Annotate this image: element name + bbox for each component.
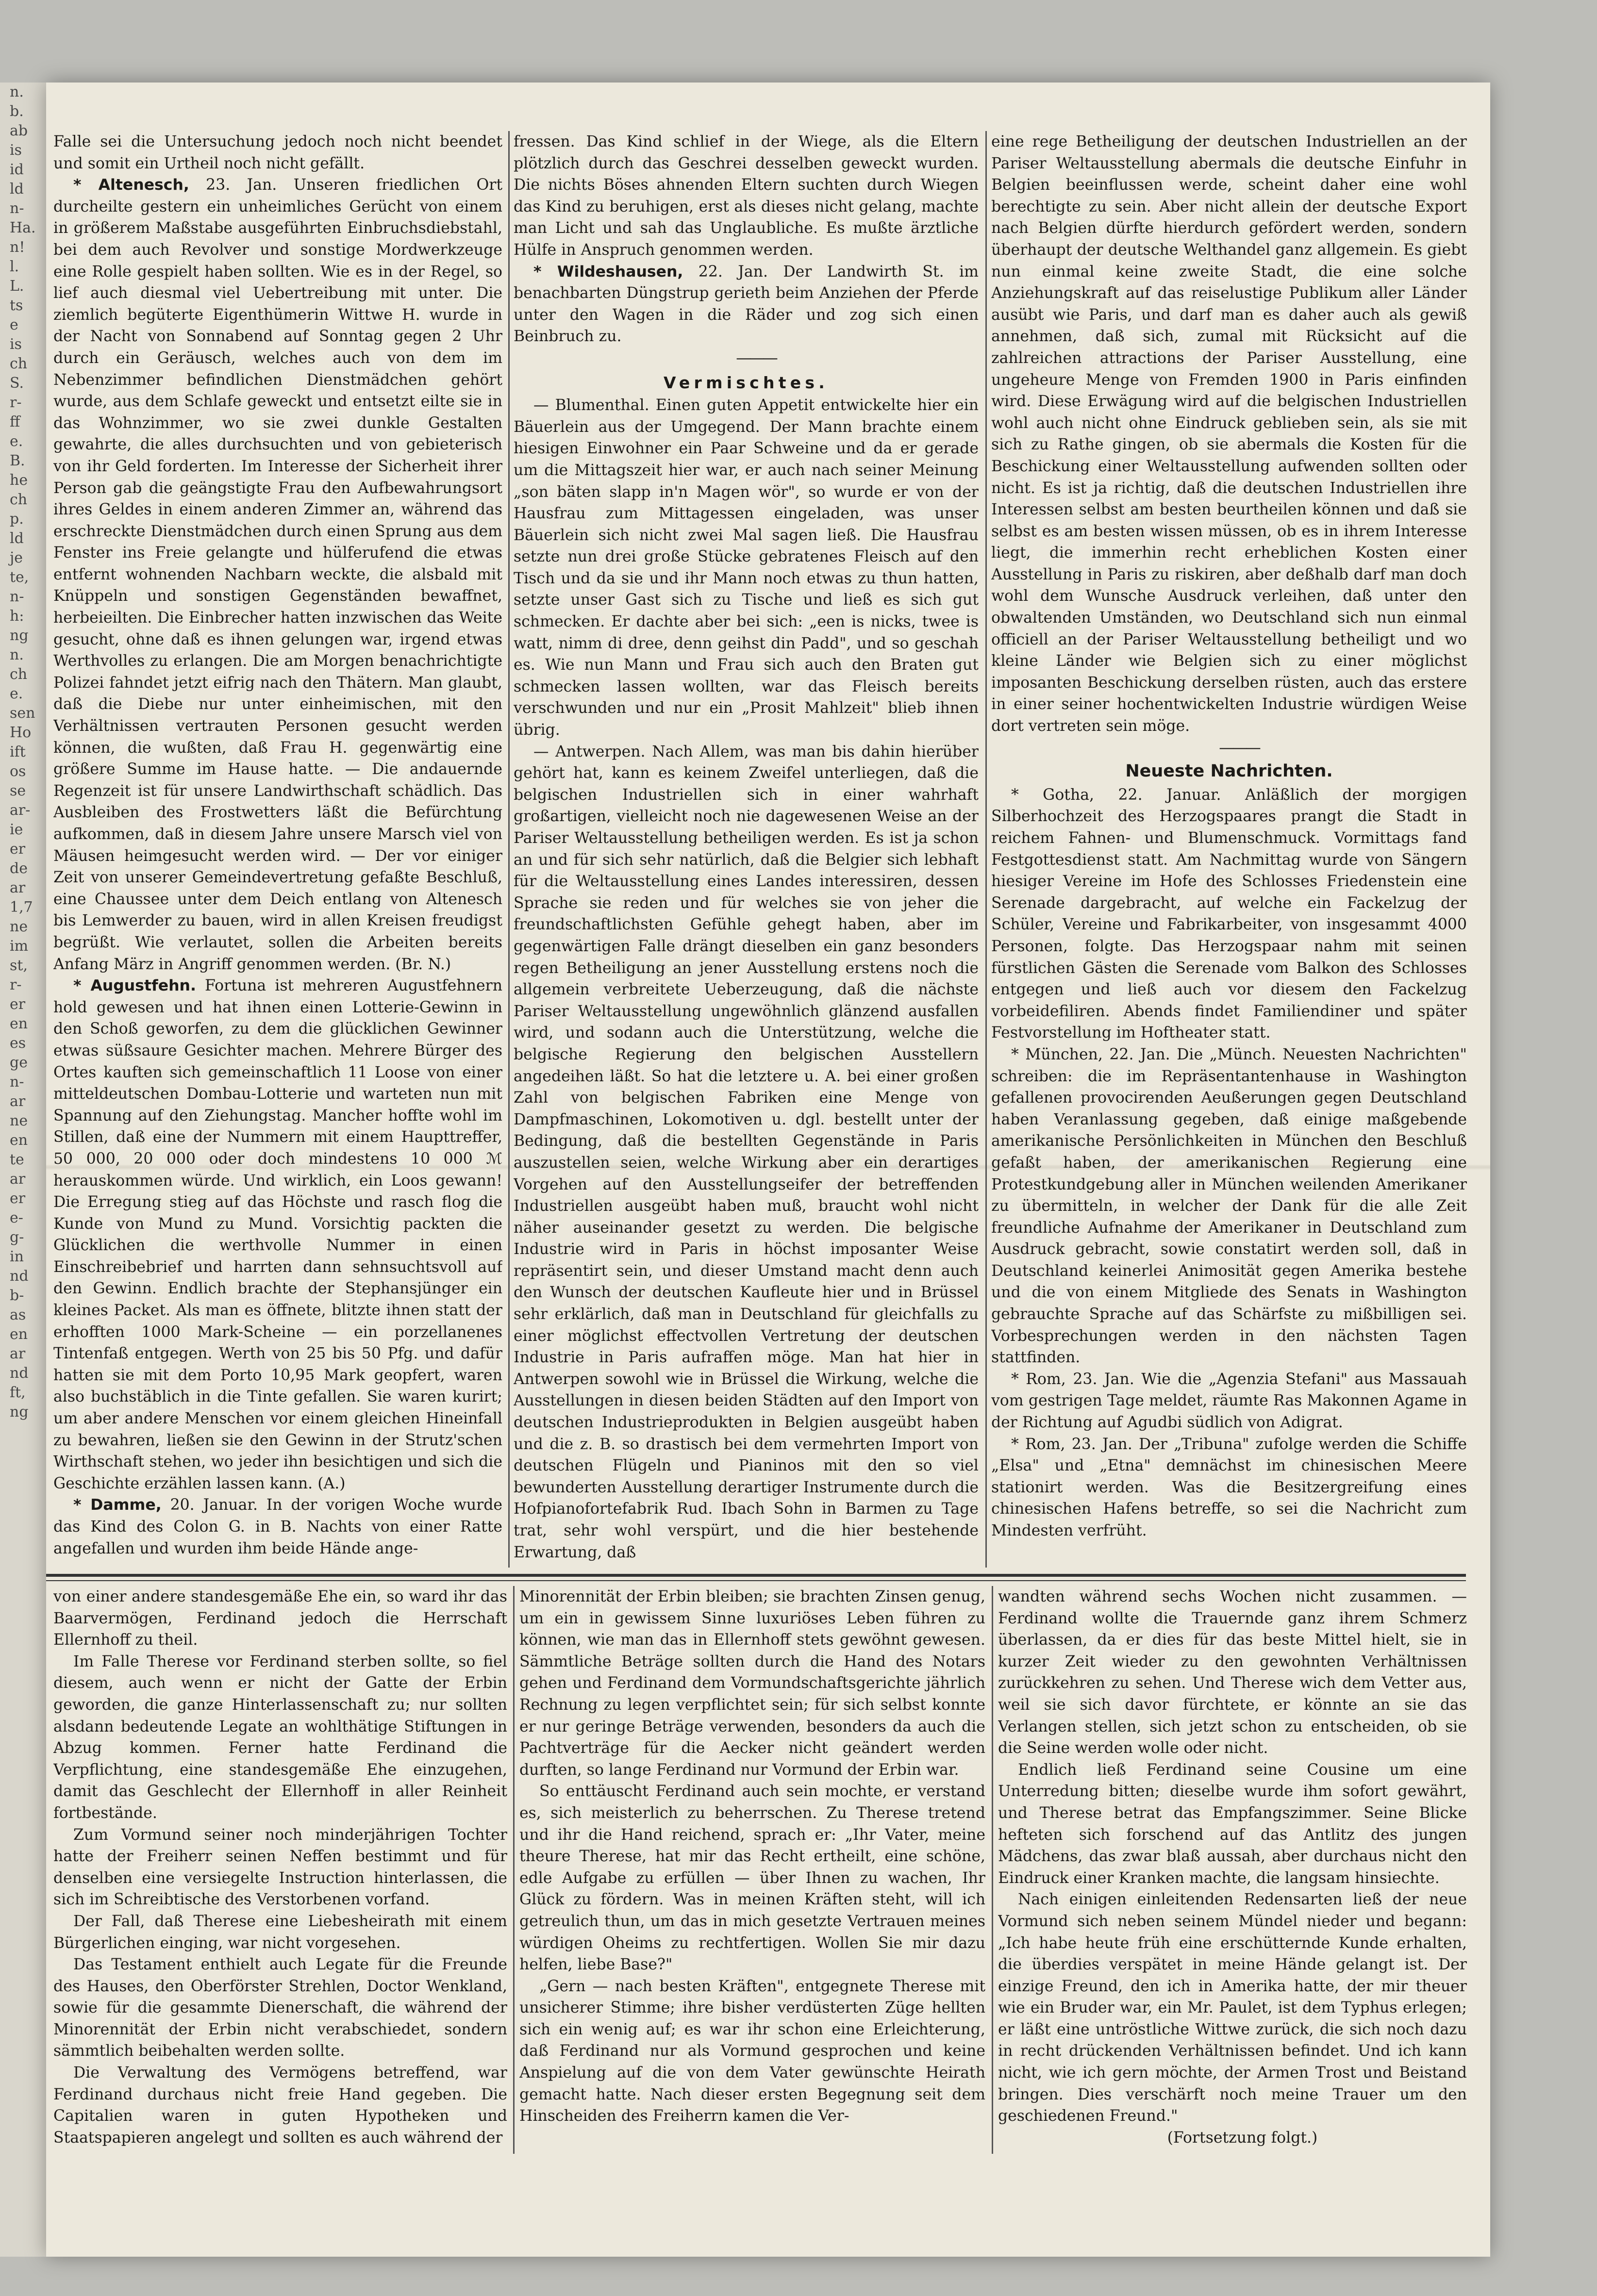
separator-dash [514, 347, 979, 369]
margin-fragment: is [10, 336, 22, 353]
paragraph-text: 20. Januar. In der vorigen Woche wurde das Kind des Colon G. in B. Nachts von einer Ratte angefallen und wurden ihm beide Hände ange- [53, 1496, 502, 1557]
margin-fragment: n- [10, 1074, 24, 1090]
article-paragraph [53, 975, 502, 1494]
paragraph-text: Die Verwaltung des Vermögens betreffend, war Ferdinand durchaus nicht freie Hand gegeben. Die Capitalien waren in guten Hypotheken und Staatspapieren angelegt und sollten es auch während der [53, 2064, 507, 2147]
article-paragraph [991, 1369, 1467, 1434]
margin-fragment: en [10, 1132, 28, 1149]
margin-fragment: he [10, 472, 28, 489]
margin-fragment: te [10, 1151, 24, 1168]
article-paragraph [519, 1781, 985, 1975]
article-paragraph [998, 1889, 1467, 2127]
margin-fragment: n! [10, 239, 25, 256]
margin-fragment: er [10, 841, 26, 858]
margin-fragment: se [10, 782, 26, 799]
margin-fragment: n- [10, 588, 24, 605]
margin-fragment: n. [10, 646, 24, 663]
paragraph-text: Endlich ließ Ferdinand seine Cousine um eine Unterredung bitten; dieselbe wurde ihm sofort gewährt, und Therese betrat das Empfangszimmer. Seine Blicke hefteten sich forschend auf das Antlitz des jungen Mädchens, das zwar blaß aussah, aber durchaus nicht den Eindruck einer Kranken machte, die langsam hinsiechte. [998, 1761, 1467, 1887]
paragraph-text: Fortuna ist mehreren Augustfehnern hold gewesen und hat ihnen einen Lotterie-Gewinn in den Schoß geworfen, zu dem die glücklichen Gewinner etwas süßsaure Gesichter machen. Mehrere Bürger des Ortes kauften sich gemeinschaftlich 11 Loose von einer mitteldeutschen Dombau-Lotterie und warteten nun mit Spannung auf den Ziehungstag. Mancher hoffte wohl im Stillen, daß eine der Nummern mit einem Haupttreffer, 50 000, 20 000 oder doch mindestens 10 000 ℳ herauskommen würde. Und wirklich, ein Loos gewann! Die Erregung stieg auf das Höchste und rasch flog die Kunde von Mund zu Mund. Vorsichtig packten die Glücklichen die werthvolle Nummer in einen Einschreibebrief und harrten dann sehnsuchtsvoll auf den Gewinn. Endlich brachte der Stephansjünger ein kleines Packet. Als man es öffnete, blitzte ihnen statt der erhofften 1000 Mark-Scheine — ein porzellanenes Tintenfaß entgegen. Werth von 25 bis 50 Pfg. und dafür hatten sie mit dem Porto 10,95 Mark geopfert, waren also buchstäblich in die Tinte gefallen. Sie waren kurirt; um aber andere Menschen vor einem gleichen Hineinfall zu bewahren, ließen sie den Gewinn in der Strutz'schen Wirthschaft stehen, wo jeder ihn besichtigen und sich die Geschichte erzählen lassen kann. (A.) [53, 977, 502, 1492]
article-paragraph [53, 1586, 507, 1651]
feuilleton-separator-thin [46, 1580, 1466, 1581]
margin-fragment: id [10, 161, 24, 178]
section-heading [514, 372, 979, 394]
margin-fragment: is [10, 142, 22, 159]
paragraph-text: ——— [736, 349, 776, 367]
margin-fragment: ff [10, 413, 20, 430]
paragraph-text: Vermischtes. [663, 373, 829, 392]
margin-fragment: ld [10, 530, 24, 547]
article-paragraph [991, 131, 1467, 737]
article-paragraph [998, 1759, 1467, 1889]
margin-fragment: ar [10, 1345, 26, 1362]
margin-fragment: ar [10, 1171, 26, 1188]
margin-fragment: ch [10, 666, 28, 683]
paragraph-text: Zum Vormund seiner noch minderjährigen Tochter hatte der Freiherr seinen Neffen bestimmt und für denselben eine versiegelte Instruction hinterlassen, die sich im Schreibtische des Verstorbenen vorfand. [53, 1826, 507, 1909]
margin-fragment: er [10, 1190, 26, 1207]
paragraph-text: „Gern — nach besten Kräften", entgegnete Therese mit unsicherer Stimme; ihre bisher verdüsterten Züge hellten sich ein wenig auf; es war ihr schon eine Erleichterung, daß Ferdinand nur als Vormund gesprochen und keine Anspielung auf die von dem Vater gewünschte Heirath gemacht hatte. Nach dieser ersten Begegnung seit dem Hinscheiden des Freiherrn kamen die Ver- [519, 1977, 985, 2125]
article-paragraph [998, 1586, 1467, 1759]
top-column-1 [53, 131, 502, 1568]
feuilleton-separator [46, 1574, 1466, 1577]
margin-fragment: er [10, 996, 26, 1013]
article-paragraph [53, 131, 502, 174]
article-paragraph [53, 1494, 502, 1559]
feuilleton-column-1 [53, 1586, 507, 2154]
margin-fragment: ar [10, 879, 26, 896]
margin-fragment: sen [10, 705, 35, 722]
margin-fragment: ld [10, 181, 24, 198]
margin-fragment: nd [10, 1365, 29, 1382]
paragraph-text: von einer andere standesgemäße Ehe ein, so ward ihr das Baarvermögen, Ferdinand jedoch die Herrschaft Ellernhoff zu theil. [53, 1588, 507, 1649]
margin-fragment: e- [10, 1209, 23, 1226]
margin-fragment: ne [10, 918, 28, 935]
margin-fragment: ch [10, 491, 28, 508]
column-rule [985, 131, 987, 1568]
paragraph-text: (Fortsetzung folgt.) [1167, 2129, 1318, 2147]
paragraph-text: So enttäuscht Ferdinand auch sein mochte, er verstand es, sich meisterlich zu beherrschen. Zu Therese tretend und ihr die Hand reichend, sprach er: „Ihr Vater, meine theure Therese, hat mir das Recht ertheilt, eine schöne, edle Aufgabe zu erfüllen — über Ihnen zu wachen, Ihr Glück zu fördern. Was in meinen Kräften steht, will ich getreulich thun, um das in mich gesetzte Vertrauen meines würdigen Oheims zu rechtfertigen. Wollen Sie mir dazu helfen, liebe Base?" [519, 1783, 985, 1974]
margin-fragment: r- [10, 976, 22, 993]
margin-fragment: as [10, 1306, 26, 1323]
margin-fragment: n. [10, 83, 24, 100]
margin-fragment: ng [10, 1404, 29, 1421]
paragraph-text: Im Falle Therese vor Ferdinand sterben sollte, so fiel diesem, auch wenn er nicht der Gatte der Erbin geworden, die ganze Hinterlassenschaft zu; nur sollten alsdann bedeutende Legate an wohlthätige Stiftungen in Abzug kommen. Ferner hatte Ferdinand die Verpflichtung, eine standesgemäße Ehe einzugehen, damit das Geschlecht der Ellernhoff in aller Reinheit fortbestände. [53, 1652, 507, 1822]
margin-fragment: g- [10, 1229, 24, 1246]
paragraph-text: 23. Jan. Unseren friedlichen Ort durcheilte gestern ein unheimliches Gerücht von einem in größerem Maßstabe ausgeführten Einbruchsdiebstahl, bei dem auch Revolver und sonstige Mordwerkzeuge eine Rolle gespielt haben sollten. Wie es in der Regel, so lief auch diesmal viel Uebertreibung mit unter. Die ziemlich begüterte Eigenthümerin Wittwe H. wurde in der Nacht von Sonnabend auf Sonntag gegen 2 Uhr durch ein Geräusch, welches auch von dem im Nebenzimmer befindlichen Dienstmädchen gehört wurde, aus dem Schlafe geweckt und entsetzt eilte sie in das Wohnzimmer, wo sie zwei dunkle Gestalten gewahrte, die alles durchsuchten und von gebieterisch von ihr Geld forderten. Im Interesse der Sicherheit ihrer Person gab die geängstigte Frau den Aufbewahrungsort ihres Geldes in einem anderen Zimmer an, während das erschreckte Dienstmädchen durch einen Sprung aus dem Fenster ins Freie gelangte und hülferufend die etwas entfernt wohnenden Nachbarn weckte, die alsbald mit Knüppeln und sonstigen Gegenständen bewaffnet, herbeieilten. Die Einbrecher hatten inzwischen das Weite gesucht, ohne daß es ihnen gelungen war, irgend etwas Werthvolles zu erlangen. Die am Morgen benachrichtigte Polizei fahndet jetzt eifrig nach den Thätern. Man glaubt, daß die Diebe nur unter einheimischen, mit den Verhältnissen vertrauten Personen gesucht werden können, die wußten, daß Frau H. gegenwärtig eine größere Summe im Hause hatte. — Die andauernde Regenzeit ist für unsere Landwirthschaft schädlich. Das Ausbleiben des Frostwetters läßt die Befürchtung aufkommen, daß in diesem Jahre unsere Marsch viel von Mäusen heimgesucht werden wird. — Der vor einiger Zeit von unserer Gemeindevertretung gefaßte Beschluß, eine Chaussee unter dem Deich entlang von Altenesch bis Lemwerder zu bauen, wird in allen Kreisen freudigst begrüßt. Wie verlautet, sollen die Arbeiten bereits Anfang März in Angriff genommen werden. (Br. N.) [53, 176, 502, 973]
paragraph-text: Der Fall, daß Therese eine Liebesheirath mit einem Bürgerlichen einging, war nicht vorgesehen. [53, 1912, 507, 1952]
margin-fragment: ar- [10, 802, 31, 819]
section-heading [991, 760, 1467, 782]
paragraph-text: ——— [1219, 739, 1259, 757]
paragraph-text: eine rege Betheiligung der deutschen Industriellen an der Pariser Weltausstellung abermals die deutsche Einfuhr in Belgien beeinflussen werde, scheint daher eine wohl berechtigte zu sein. Aber nicht allein der deutsche Export nach Belgien dürfte hierdurch gefördert werden, sondern überhaupt der deutsche Welthandel ganz allgemein. Es giebt nun einmal keine zweite Stadt, die eine solche Anziehungskraft auf das reiselustige Publikum aller Länder ausübt wie Paris, und darf man es daher auch als gewiß annehmen, daß sich, zumal mit Rücksicht auf die zahlreichen attractions der Pariser Ausstellung, eine ungeheure Menge von Fremden 1900 in Paris einfinden wird. Diese Erwägung wird auf die belgischen Industriellen wohl auch nicht ohne Eindruck geblieben sein, als sie mit sich zu Rathe gingen, ob sie abermals die Kosten für die Beschickung einer Weltausstellung aufwenden sollten oder nicht. Es ist ja richtig, daß die deutschen Industriellen ihre Interessen selbst am besten beurtheilen können und daß sie selbst es am besten wissen müssen, ob es in ihrem Interesse liegt, die immerhin recht erheblichen Kosten einer Ausstellung in Paris zu riskiren, aber deßhalb darf man doch wohl dem Wunsche Ausdruck verleihen, daß unter den obwaltenden Umständen, wo Deutschland sich nun einmal officiell an der Pariser Weltausstellung betheiligt und wo kleine Länder wie Belgien sich zu einer möglichst imposanten Beschickung derselben rüsten, auch das erstere in einer seiner hochentwickelten Industrie würdigen Weise dort vertreten sein möge. [991, 133, 1467, 735]
margin-fragment: S. [10, 375, 24, 392]
margin-fragment: Ho [10, 724, 32, 741]
article-paragraph [53, 1651, 507, 1824]
margin-fragment: en [10, 1326, 28, 1343]
paragraph-text: — Antwerpen. Nach Allem, was man bis dahin hierüber gehört hat, kann es keinem Zweifel unterliegen, daß die belgischen Industriellen sich in einer wahrhaft großartigen, vielleicht noch nie dagewesenen Weise an der Pariser Weltausstellung betheiligen werden. Es ist ja schon an und für sich sehr natürlich, daß die Belgier sich lebhaft für die Weltausstellung eines Landes interessiren, dessen Sprache sie reden und für welches sie von jeher die freundschaftlichsten Gefühle gehegt haben, aber im gegenwärtigen Falle drängt dieselben ein ganz besonders regen Betheiligung an jener Ausstellung erstens noch die allgemein verbreitete Ueberzeugung, daß die nächste Pariser Weltausstellung ungewöhnlich glänzend ausfallen wird, und sodann auch die Unterstützung, welche die belgische Regierung den belgischen Ausstellern angedeihen läßt. So hat die letztere u. A. bei einer großen Zahl von belgischen Fabriken eine Menge von Dampfmaschinen, Lokomotiven u. dgl. bestellt unter der Bedingung, daß die bestellten Gegenstände in Paris auszustellen seien, welche Wirkung aber ein derartiges Vorgehen auf den Ausstellungseifer der betreffenden Industriellen ausgeübt haben muß, braucht wohl nicht näher auseinander gesetzt zu werden. Die belgische Industrie wird in Paris in höchst imposanter Weise repräsentirt sein, und dieser Umstand macht denn auch den Wunsch der deutschen Kaufleute hier und in Brüssel sehr erklärlich, daß man in Deutschland für gleichfalls zu einer möglichst effectvollen Vertretung der deutschen Industrie in Paris aufraffen möge. Man hat hier in Antwerpen sowohl wie in Brüssel die Wirkung, welche die Ausstellungen in diesen beiden Städten auf den Import von deutschen Industrieprodukten in Belgien ausgeübt haben und die z. B. so drastisch bei dem vermehrten Import von deutschen Flügeln und Pianinos mit den so viel bewunderten Ausstellung derartiger Instrumente durch die Hofpianofortefabrik Rud. Ibach Sohn in Barmen zu Tage trat, sehr wohl verspürt, und die hier bestehende Erwartung, daß [514, 743, 979, 1561]
margin-fragment: l. [10, 258, 19, 275]
margin-fragment: es [10, 1035, 26, 1052]
article-paragraph [53, 1911, 507, 1954]
paragraph-text: * München, 22. Jan. Die „Münch. Neuesten Nachrichten" schreiben: die im Repräsentantenhause in Washington gefallenen provocirenden Aeußerungen gegen Deutschland haben Veranlassung gegeben, daß einige maßgebende amerikanische Persönlichkeiten in München den Beschluß gefaßt haben, der amerikanischen Regierung eine Protestkundgebung aller in München weilenden Amerikaner zu übermitteln, in welcher der Dank für die alle Zeit freundliche Aufnahme der Amerikaner in Deutschland zum Ausdruck gebracht, sowie constatirt werden soll, daß in Deutschland keinerlei Animosität gegen Amerika bestehe und die von einem Mitgliede des Senats in Washington gebrauchte Sprache auf das Schärfste zu mißbilligen sei. Vorbesprechungen werden in den nächsten Tagen stattfinden. [991, 1045, 1467, 1367]
article-paragraph [991, 1434, 1467, 1542]
paragraph-text: fressen. Das Kind schlief in der Wiege, als die Eltern plötzlich durch das Geschrei desselben geweckt wurden. Die nichts Böses ahnenden Eltern suchten durch Wiegen das Kind zu beruhigen, erst als dieses nicht gelang, machte man Licht und sah das Unglaubliche. Es mußte ärztliche Hülfe in Anspruch genommen werden. [514, 133, 979, 259]
margin-fragment: ft, [10, 1384, 26, 1401]
margin-fragment: ts [10, 297, 23, 314]
article-paragraph [514, 395, 979, 741]
margin-fragment: ab [10, 122, 28, 139]
margin-fragment: im [10, 938, 29, 955]
margin-fragment: ar [10, 1093, 26, 1110]
margin-fragment: 1,7 [10, 899, 33, 916]
article-paragraph [991, 1044, 1467, 1369]
paragraph-text: * Rom, 23. Jan. Der „Tribuna" zufolge werden die Schiffe „Elsa" und „Etna" demnächst im chinesischen Meere stationirt werden. Was die Besitzergreifung eines chinesischen Hafens betreffe, so sei die Nachricht zum Mindesten verfrüht. [991, 1435, 1467, 1539]
paragraph-text: Neueste Nachrichten. [1125, 761, 1333, 781]
dateline: * Wildeshausen, [533, 263, 683, 281]
margin-fragment: e [10, 316, 18, 333]
paragraph-text: — Blumenthal. Einen guten Appetit entwickelte hier ein Bäuerlein aus der Umgegend. Der Mann brachte einem hiesigen Einwohner ein Paar Schweine und da er gerade um die Mittagszeit hier war, er auch nach seiner Meinung „son bäten slapp in'n Magen wör", so wurde er von der Hausfrau zum Mittagessen eingeladen, was unser Bäuerlein sich nicht zwei Mal sagen ließ. Die Hausfrau setzte nun drei große Stücke gebratenes Fleisch auf den Tisch und da sie und ihr Mann noch etwas zu thun hatten, setzte unser Gast sich zu Tische und ließ es sich gut schmecken. Er dachte aber bei sich: „een is nicks, twee is watt, nimm di dree, denn geihst din Padd", und so geschah es. Wie nun Mann und Frau sich auch den Braten gut schmecken lassen wollten, war das Fleisch bereits verschwunden und nur ein „Prosit Mahlzeit" blieb ihnen übrig. [514, 396, 979, 739]
margin-fragment: ng [10, 627, 29, 644]
top-column-2 [514, 131, 979, 1568]
article-paragraph [519, 1586, 985, 1781]
column-rule [513, 1586, 515, 2154]
paragraph-text: Nach einigen einleitenden Redensarten ließ der neue Vormund sich neben seinem Mündel nieder und begann: „Ich habe heute früh eine erschütternde Kunde erhalten, die überdies verspätet in meine Hände gelangt ist. Der einzige Freund, den ich in Amerika hatte, der mir theuer wie ein Bruder war, ein Mr. Paulet, ist dem Typhus erlegen; er läßt eine untröstliche Wittwe zurück, die sich noch dazu in recht drückenden Verhältnissen befindet. Und ich kann nicht, wie ich gern möchte, der Armen Trost und Beistand bringen. Dies verschärft noch meine Trauer um den geschiedenen Freund." [998, 1891, 1467, 2125]
feuilleton-column-3 [998, 1586, 1467, 2154]
article-paragraph [53, 174, 502, 975]
article-paragraph [514, 131, 979, 261]
article-paragraph [53, 2062, 507, 2148]
margin-fragment: h: [10, 608, 24, 625]
margin-fragment: os [10, 763, 26, 780]
paragraph-text: Das Testament enthielt auch Legate für die Freunde des Hauses, den Oberförster Strehlen, Doctor Wenkland, sowie für die gesammte Dienerschaft, die während der Minorennität der Erbin nicht verabschiedet, sondern sämmtlich beibehalten werden sollte. [53, 1956, 507, 2060]
article-paragraph [53, 1954, 507, 2062]
feuilleton-column-2 [519, 1586, 985, 2154]
column-rule [508, 131, 510, 1568]
margin-fragment: nd [10, 1268, 29, 1285]
margin-fragment: b. [10, 103, 24, 120]
paragraph-text: * Gotha, 22. Januar. Anläßlich der morgigen Silberhochzeit des Herzogspaares prangt die Stadt in reichem Fahnen- und Blumenschmuck. Vormittags fand Festgottesdienst statt. Am Nachmittag wurde von Sängern hiesiger Vereine im Hofe des Schlosses Friedenstein eine Serenade dargebracht, auf welche ein Fackelzug der Schüler, Vereine und Fabrikarbeiter, von insgesammt 4000 Personen, folgte. Das Herzogspaar nahm mit seinen fürstlichen Gästen die Serenade vom Balkon des Schlosses entgegen und ließ auch vor diesem den Fackelzug vorbeidefiliren. Abends findet Familiendiner und später Festvorstellung im Hoftheater statt. [991, 786, 1467, 1042]
margin-fragment: Ha. [10, 219, 36, 236]
margin-fragment: e. [10, 433, 23, 450]
article-paragraph [514, 261, 979, 347]
margin-fragment: L. [10, 278, 24, 295]
article-paragraph [53, 1824, 507, 1911]
margin-fragment: B. [10, 452, 25, 469]
adjacent-page-margin [0, 83, 46, 2257]
dateline: * Damme, [73, 1496, 162, 1514]
dateline: * Augustfehn. [73, 977, 196, 995]
margin-fragment: in [10, 1248, 24, 1265]
dateline: * Altenesch, [73, 176, 189, 194]
margin-fragment: e. [10, 685, 23, 702]
margin-fragment: b- [10, 1287, 24, 1304]
margin-fragment: ne [10, 1112, 28, 1129]
paragraph-text: 22. Jan. Der Landwirth St. im benachbarten Düngstrup gerieth beim Anziehen der Pferde unter den Wagen in die Räder und zog sich einen Beinbruch zu. [514, 263, 979, 346]
top-column-3 [991, 131, 1467, 1568]
separator-dash [991, 737, 1467, 759]
paragraph-text: wandten während sechs Wochen nicht zusammen. — Ferdinand wollte die Trauernde ganz ihrem Schmerz überlassen, da er dies für das beste Mittel hielt, sie in kurzer Zeit wieder zu den gewohnten Verhältnissen zurückkehren zu sehen. Und Therese wich dem Vetter aus, weil sie sich davor fürchtete, er könnte an sie das Verlangen stellen, sich jetzt schon zu entscheiden, ob sie die Seine werden wolle oder nicht. [998, 1588, 1467, 1757]
margin-fragment: te, [10, 569, 29, 586]
article-paragraph [514, 741, 979, 1564]
margin-fragment: ift [10, 743, 26, 760]
continuation-note [998, 2127, 1467, 2149]
margin-fragment: de [10, 860, 28, 877]
margin-fragment: ge [10, 1054, 28, 1071]
margin-fragment: ch [10, 355, 28, 372]
margin-fragment: st, [10, 957, 28, 974]
paragraph-text: Minorennität der Erbin bleiben; sie brachten Zinsen genug, um ein in gewissem Sinne luxuriöses Leben führen zu können, wie man das in Ellernhoff stets gewöhnt gewesen. Sämmtliche Beträge sollten durch die Hand des Notars gehen und Ferdinand dem Vormundschaftsgerichte jährlich Rechnung zu legen verpflichtet sein; für sich selbst konnte er nur geringe Beträge verwenden, besonders da auch die Pachtverträge für die Aecker nicht geändert werden durften, so lange Ferdinand nur Vormund der Erbin war. [519, 1588, 985, 1779]
article-paragraph [519, 1976, 985, 2127]
margin-fragment: p. [10, 511, 24, 528]
article-paragraph [991, 784, 1467, 1044]
column-rule [992, 1586, 993, 2154]
margin-fragment: ie [10, 821, 23, 838]
paragraph-text: * Rom, 23. Jan. Wie die „Agenzia Stefani" aus Massauah vom gestrigen Tage meldet, räumte Ras Makonnen Agame in der Richtung auf Agudbi südlich von Adigrat. [991, 1370, 1467, 1432]
margin-fragment: n- [10, 200, 24, 217]
margin-fragment: r- [10, 394, 22, 411]
margin-fragment: je [10, 549, 23, 566]
margin-fragment: en [10, 1015, 28, 1032]
paragraph-text: Falle sei die Untersuchung jedoch noch nicht beendet und somit ein Urtheil noch nicht gefällt. [53, 133, 502, 172]
